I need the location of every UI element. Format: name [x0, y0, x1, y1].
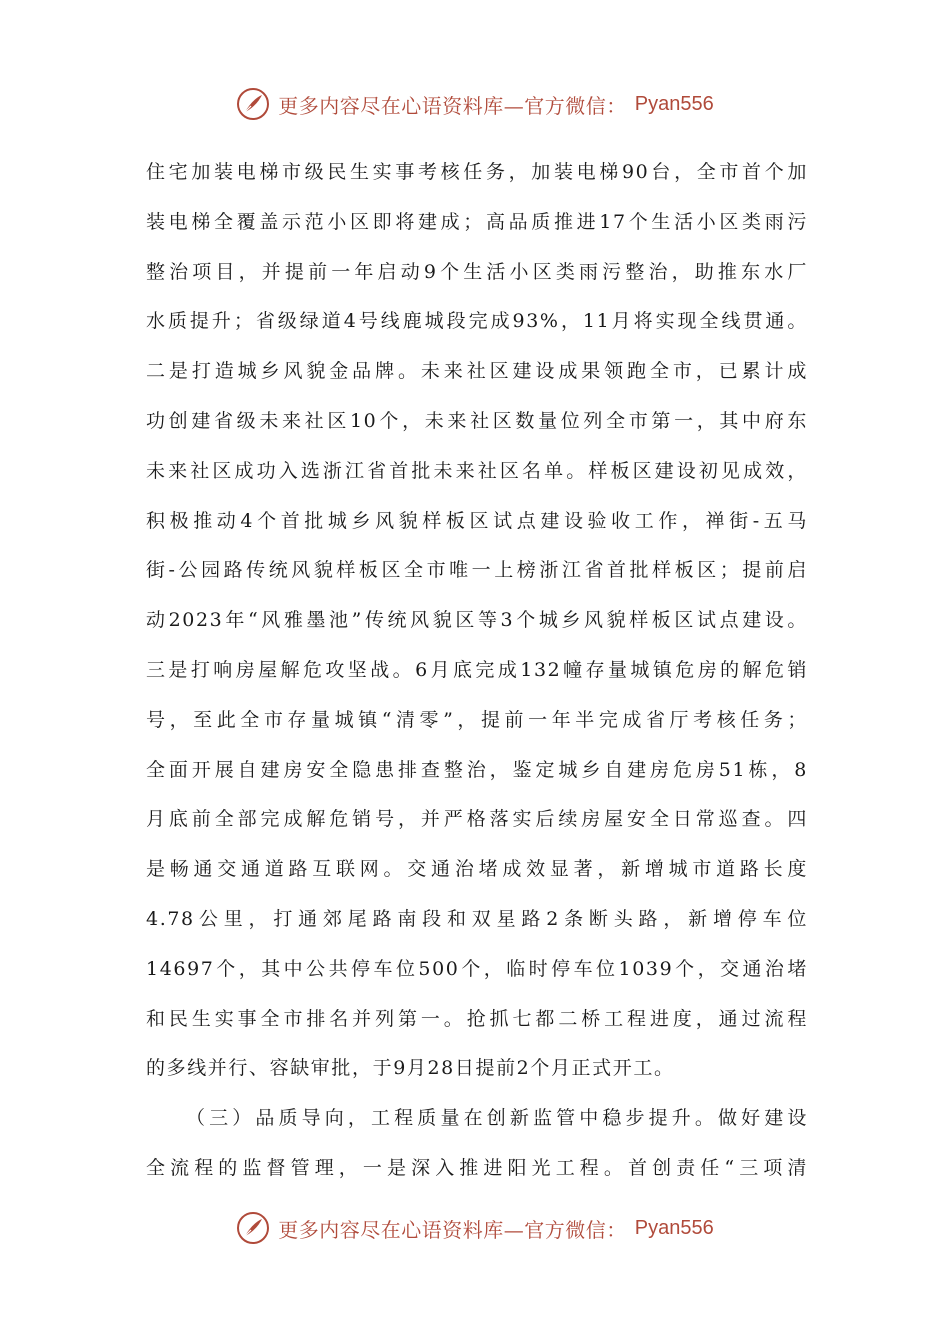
header-watermark [0, 84, 950, 124]
text-line: 4.78公里，打通郊尾路南段和双星路2条断头路，新增停车位 [146, 907, 808, 930]
text-line: （三）品质导向，工程质量在创新监管中稳步提升。做好建设 [186, 1107, 808, 1130]
text-line: 水质提升；省级绿道4号线鹿城段完成93%，11月将实现全线贯通。 [146, 310, 808, 333]
watermark-text: 更多内容尽在心语资料库—官方微信： [278, 1217, 627, 1242]
text-line: 整治项目，并提前一年启动9个生活小区类雨污整治，助推东水厂 [146, 260, 808, 283]
text-line: 月底前全部完成解危销号，并严格落实后续房屋安全日常巡查。四 [146, 808, 808, 831]
text-line: 未来社区成功入选浙江省首批未来社区名单。样板区建设初见成效， [146, 459, 808, 482]
text-line: 全面开展自建房安全隐患排查整治，鉴定城乡自建房危房51栋，8 [146, 758, 808, 781]
text-line: 14697个，其中公共停车位500个，临时停车位1039个，交通治堵 [146, 957, 808, 980]
text-line: 全流程的监督管理，一是深入推进阳光工程。首创责任“三项清 [146, 1156, 808, 1179]
text-line: 功创建省级未来社区10个，未来社区数量位列全市第一，其中府东 [146, 409, 808, 432]
watermark-wechat-id: Pyan556 [634, 1216, 714, 1239]
footer-watermark [0, 1208, 950, 1248]
text-line: 动2023年“风雅墨池”传统风貌区等3个城乡风貌样板区试点建设。 [146, 609, 808, 632]
text-line: 装电梯全覆盖示范小区即将建成；高品质推进17个生活小区类雨污 [146, 210, 808, 233]
text-line: 住宅加装电梯市级民生实事考核任务，加装电梯90台，全市首个加 [146, 161, 808, 183]
text-line: 街-公园路传统风貌样板区全市唯一上榜浙江省首批样板区；提前启 [146, 559, 808, 582]
watermark-wechat-id: Pyan556 [634, 92, 714, 115]
text-line: 的多线并行、容缺审批，于9月28日提前2个月正式开工。 [146, 1057, 675, 1080]
document-body [146, 148, 808, 1194]
text-line: 和民生实事全市排名并列第一。抢抓七都二桥工程进度，通过流程 [146, 1007, 808, 1030]
quill-logo-icon [236, 1211, 270, 1245]
quill-logo-icon [236, 87, 270, 121]
text-line: 二是打造城乡风貌金品牌。未来社区建设成果领跑全市，已累计成 [146, 360, 808, 383]
text-line: 三是打响房屋解危攻坚战。6月底完成132幢存量城镇危房的解危销 [146, 658, 808, 681]
text-line: 积极推动4个首批城乡风貌样板区试点建设验收工作，禅街-五马 [146, 509, 808, 532]
text-line: 号，至此全市存量城镇“清零”，提前一年半完成省厅考核任务； [146, 708, 808, 731]
watermark-text: 更多内容尽在心语资料库—官方微信： [278, 93, 627, 118]
text-line: 是畅通交通道路互联网。交通治堵成效显著，新增城市道路长度 [146, 858, 808, 881]
